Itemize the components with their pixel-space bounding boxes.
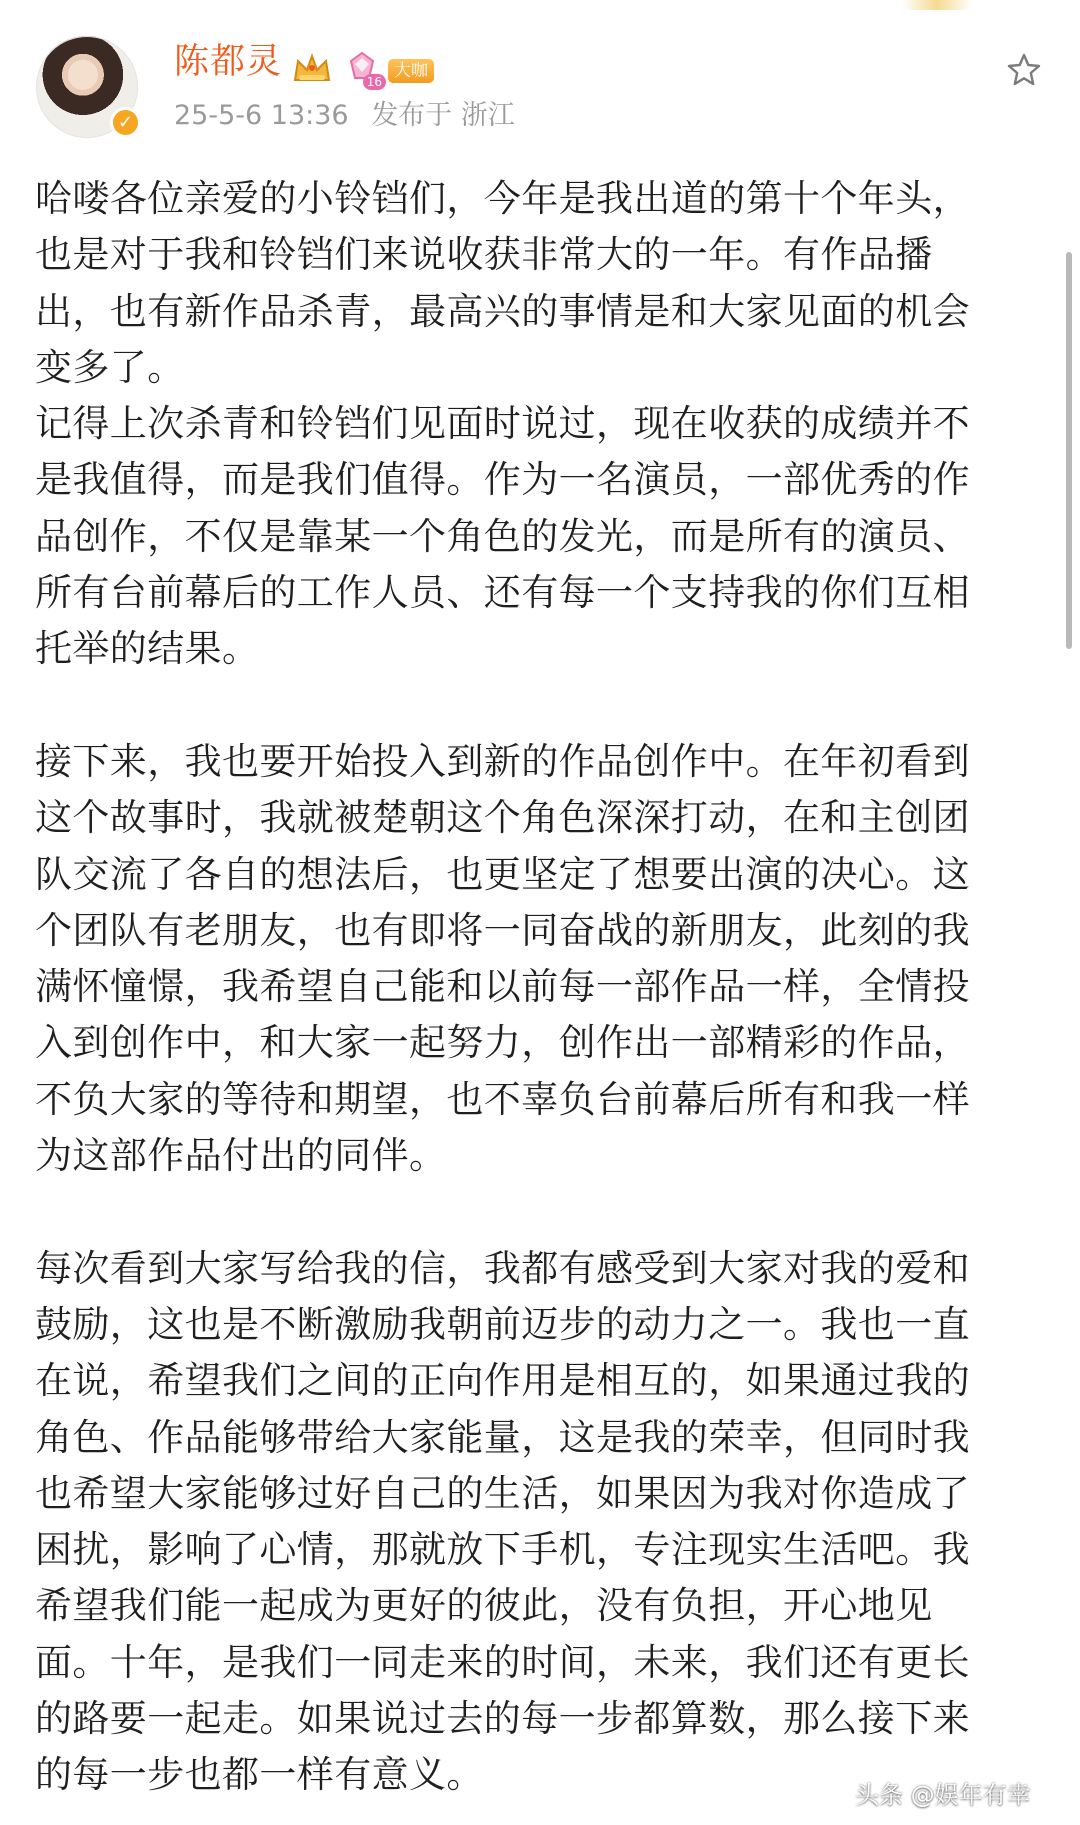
- post-paragraph-2: 接下来，我也要开始投入到新的作品创作中。在年初看到 这个故事时，我就被楚朝这个角色深深打动，在和主创团 队交流了各自的想法后，也更坚定了想要出演的决心。这 个团队有老朋友，也有即将一同奋战的新朋友，此刻的我 满怀憧憬，我希望自己能和以前每一部作品一样，全情投 入到创作中，和大家一起努力，创作出一部精彩的作品， 不负大家的等待和期望，也不辜负台前幕后所有和我一样 为这部作品付出的同伴。: [35, 739, 970, 1178]
- favorite-button[interactable]: [1001, 47, 1047, 93]
- post-date: 25-5-6 13:36: [174, 100, 349, 131]
- level-icon: [345, 50, 382, 89]
- post-body: [35, 171, 1022, 1804]
- post-meta: [174, 99, 529, 133]
- author-name[interactable]: 陈都灵: [174, 42, 283, 82]
- vertical-scrollbar[interactable]: [1066, 252, 1072, 649]
- verified-icon: ✓: [110, 107, 141, 138]
- post-paragraph-1: 哈喽各位亲爱的小铃铛们，今年是我出道的第十个年头， 也是对于我和铃铛们来说收获非常大的一年。有作品播 出，也有新作品杀青，最高兴的事情是和大家见面的机会 变多了。 记得上次杀青和铃铛们见面时说过，现在收获的成绩并不 是我值得，而是我们值得。作为一名演员，一部优秀的作 品创作，不仅是靠某一个角色的发光，而是所有的演员、 所有台前幕后的工作人员、还有每一个支持我的你们互相 托举的结果。: [35, 177, 970, 671]
- crown-icon: [291, 52, 333, 84]
- post-location: 发布于 浙江: [371, 100, 515, 131]
- source-watermark: 头条 @娱年有幸: [855, 1781, 1031, 1809]
- author-avatar[interactable]: [36, 36, 138, 138]
- post-paragraph-3: 每次看到大家写给我的信，我都有感受到大家对我的爱和 鼓励，这也是不断激励我朝前迈步的动力之一。我也一直 在说，希望我们之间的正向作用是相互的，如果通过我的 角色、作品能够带给大家能量，这是我的荣幸，但同时我 也希望大家能够过好自己的生活，如果因为我对你造成了 困扰，影响了心情，那就放下手机，专注现实生活吧。我 希望我们能一起成为更好的彼此，没有负担，开心地见 面。十年，是我们一同走来的时间，未来，我们还有更长 的路要一起走。如果说过去的每一步都算数，那么接下来 的每一步也都一样有意义。: [35, 1246, 970, 1797]
- post-header: [0, 0, 1080, 150]
- author-tag-badge: 大咖: [388, 59, 434, 83]
- star-icon: [1005, 51, 1043, 89]
- level-badge: 16: [363, 74, 386, 90]
